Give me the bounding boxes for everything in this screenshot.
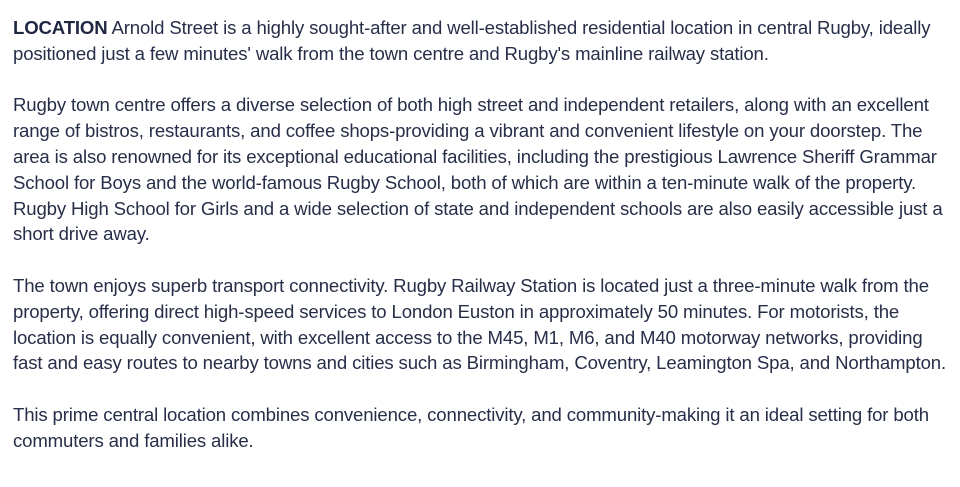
location-heading-label: LOCATION	[13, 17, 108, 38]
location-intro-text: Arnold Street is a highly sought-after and well-established residential location in central Rugby, ideally positioned just a few minutes' walk from the town centre and Rugby's mainline railway station.	[13, 17, 931, 64]
paragraph-town-centre: Rugby town centre offers a diverse selection of both high street and independent retailers, along with an excellent range of bistros, restaurants, and coffee shops-providing a vibrant and convenient lifestyle on your doorstep. The area is also renowned for its exceptional educational facilities, including the prestigious Lawrence Sheriff Grammar School for Boys and the world-famous Rugby School, both of which are within a ten-minute walk of the property. Rugby High School for Girls and a wide selection of state and independent schools are also easily accessible just a short drive away.	[13, 94, 943, 245]
paragraph-summary: This prime central location combines convenience, connectivity, and community-making it an ideal setting for both commuters and families alike.	[13, 403, 929, 451]
paragraph-transport: The town enjoys superb transport connectivity. Rugby Railway Station is located just a three-minute walk from the property, offering direct high-speed services to London Euston in approximately 50 minutes. For motorists, the location is equally convenient, with excellent access to the M45, M1, M6, and M40 motorway networks, providing fast and easy routes to nearby towns and cities such as Birmingham, Coventry, Leamington Spa, and Northampton.	[13, 274, 946, 374]
paragraph-location-intro	[13, 15, 946, 67]
